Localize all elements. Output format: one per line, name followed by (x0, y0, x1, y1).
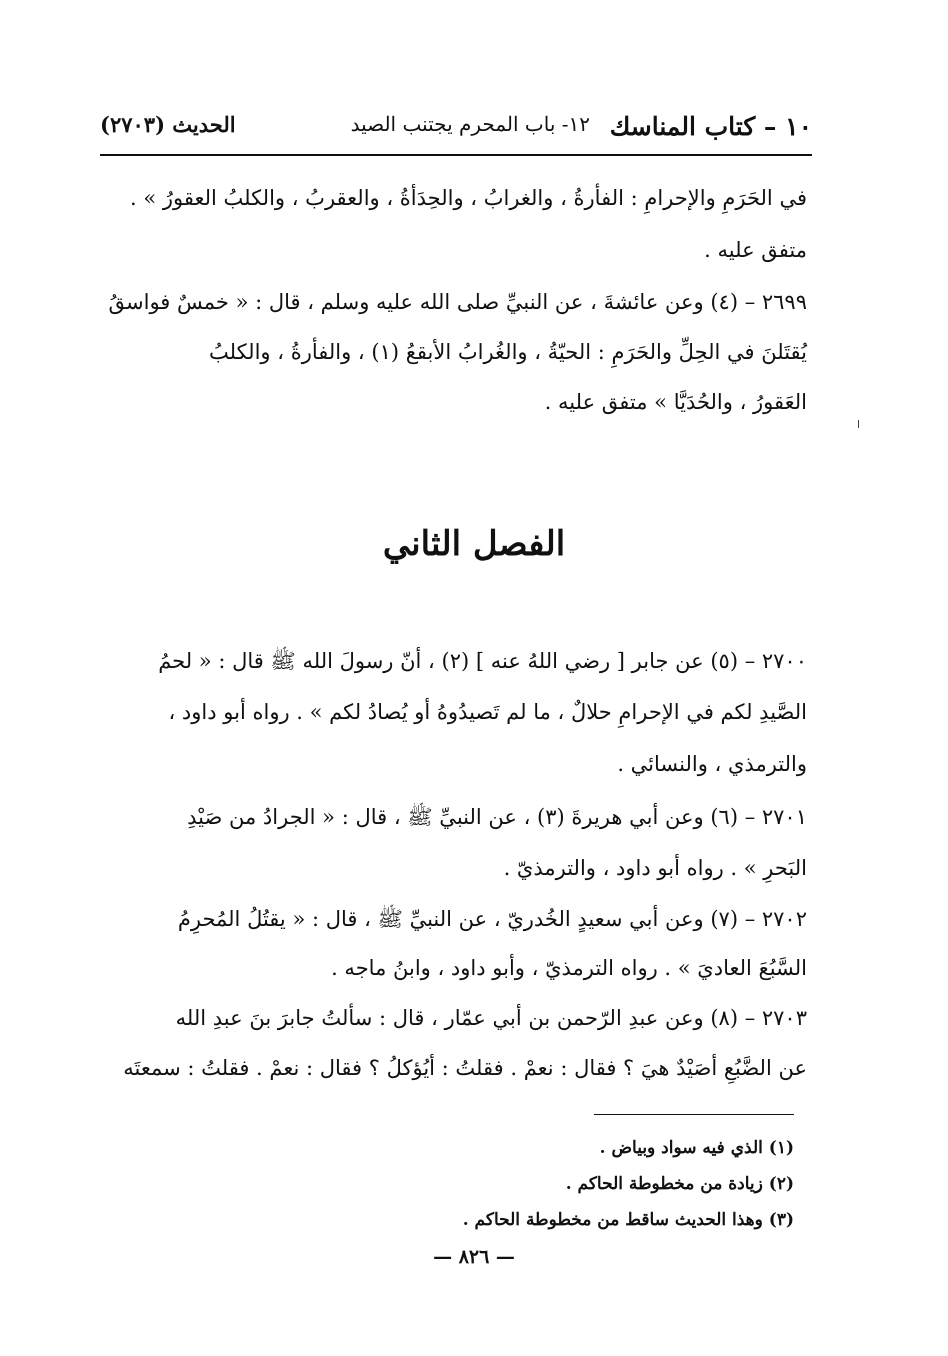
text-line: في الحَرَمِ والإحرامِ : الفأرةُ ، والغرابُ ، والحِدَأةُ ، والعقربُ ، والكلبُ العقورُ » . (129, 186, 807, 210)
text-line: البَحرِ » . رواه أبو داود ، والترمذيّ . (503, 856, 807, 880)
text-line: ٢٧٠٣ – (٨) وعن عبدِ الرّحمن بن أبي عمّار ، قال : سألتُ جابرَ بنَ عبدِ الله (175, 1006, 807, 1030)
footnote-divider (594, 1114, 794, 1115)
text-line: يُقتَلنَ في الحِلِّ والحَرَمِ : الحيّةُ ، والغُرابُ الأبقعُ (١) ، والفأرةُ ، والكلبُ (209, 340, 807, 364)
header-chapter-title: ١٢- باب المحرم يجتنب الصيد (350, 112, 590, 136)
text-line: متفق عليه . (704, 238, 807, 262)
text-line: ٢٦٩٩ – (٤) وعن عائشةَ ، عن النبيِّ صلى الله عليه وسلم ، قال : « خمسٌ فواسقُ (108, 290, 807, 314)
header-book-title: ١٠ – كتاب المناسك (609, 112, 812, 141)
text-line: ٢٧٠٠ – (٥) عن جابر [ رضي اللهُ عنه ] (٢) ، أنّ رسولَ الله ﷺ قال : « لحمُ (158, 649, 807, 673)
running-header (100, 112, 812, 148)
footnote-1: (١) الذي فيه سواد وبياض . (599, 1138, 794, 1158)
text-line: الصَّيدِ لكم في الإحرامِ حلالٌ ، ما لم تَصيدُوهُ أو يُصادُ لكم » . رواه أبو داود ، (168, 700, 807, 724)
header-divider (100, 154, 812, 156)
page-number: — ٨٢٦ — (433, 1246, 515, 1268)
footnote-2: (٢) زيادة من مخطوطة الحاكم . (565, 1174, 794, 1194)
text-line: السَّبُعَ العاديَ » . رواه الترمذيّ ، وأبو داود ، وابنُ ماجه . (331, 956, 807, 980)
header-hadith-number: الحديث (٢٧٠٣) (100, 112, 236, 137)
margin-mark (858, 420, 859, 428)
text-line: ٢٧٠١ – (٦) وعن أبي هريرةَ (٣) ، عن النبيِّ ﷺ ، قال : « الجرادُ من صَيْدِ (187, 805, 807, 829)
footnote-3: (٣) وهذا الحديث ساقط من مخطوطة الحاكم . (462, 1210, 794, 1230)
text-line: والترمذي ، والنسائي . (617, 752, 807, 776)
text-line: العَقورُ ، والحُدَيَّا » متفق عليه . (544, 390, 807, 414)
text-line: ٢٧٠٢ – (٧) وعن أبي سعيدٍ الخُدريّ ، عن النبيِّ ﷺ ، قال : « يقتُلُ المُحرِمُ (177, 907, 807, 931)
text-line: عن الضَّبُعِ أصَيْدٌ هيَ ؟ فقال : نعمْ . فقلتُ : أيُؤكلُ ؟ فقال : نعمْ . فقلتُ : سمعتَه (123, 1056, 807, 1080)
section-title: الفصل الثاني (382, 524, 566, 564)
